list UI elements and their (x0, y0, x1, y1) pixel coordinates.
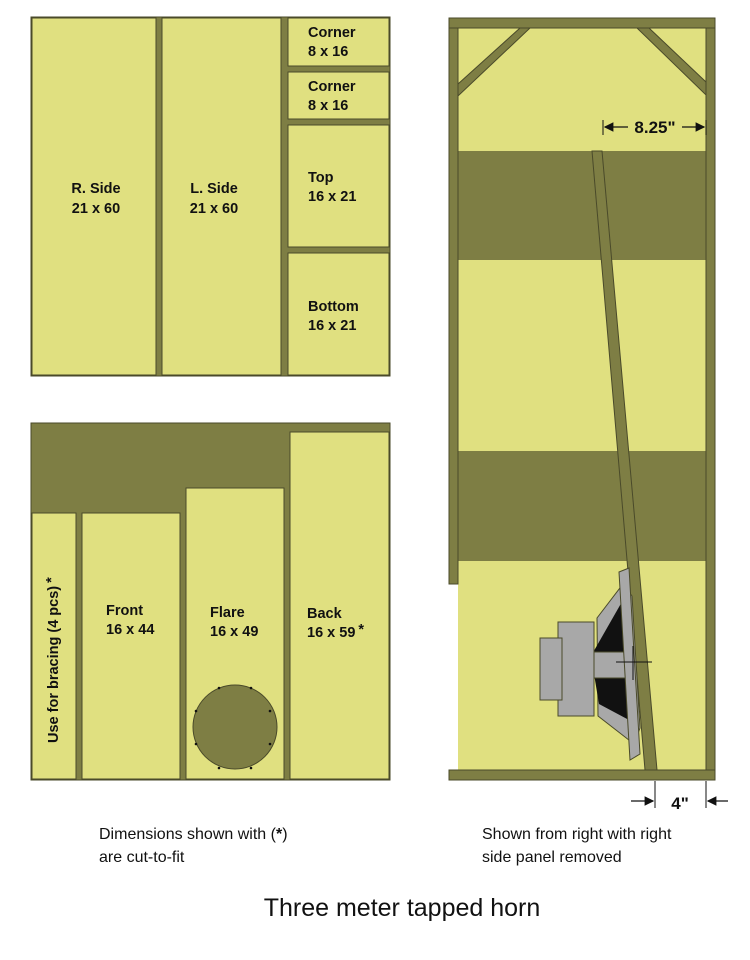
top-dims: 16 x 21 (308, 189, 357, 205)
r-side-name: R. Side (71, 181, 121, 197)
bracing-label: Use for bracing (4 pcs)* (44, 577, 62, 743)
dimension-top-label: 8.25" (634, 118, 676, 137)
r-side-dims: 21 x 60 (71, 201, 121, 217)
dimension-bottom (631, 781, 728, 813)
notes-line-2: are cut-to-fit (99, 849, 185, 866)
side-view-caption-line-1: Shown from right with right (482, 826, 672, 843)
top-panel-edge (449, 18, 715, 28)
page-title: Three meter tapped horn (263, 894, 541, 922)
corner-1-name: Corner (308, 25, 356, 41)
cut-sheet-1 (31, 17, 390, 376)
back-dims: 16 x 59 * (307, 622, 365, 641)
corner-2-dims: 8 x 16 (308, 98, 349, 114)
l-side-dims: 21 x 60 (189, 201, 239, 217)
speaker-magnet-back (540, 638, 562, 700)
bottom-name: Bottom (308, 299, 359, 315)
l-side-name: L. Side (190, 181, 238, 197)
bottom-panel-edge (449, 770, 715, 780)
side-view-caption-line-2: side panel removed (482, 849, 622, 866)
side-view (449, 18, 728, 813)
corner-2-name: Corner (308, 79, 356, 95)
horn-channel-lower (458, 451, 706, 561)
front-dims: 16 x 44 (106, 622, 155, 638)
corner-1-dims: 8 x 16 (308, 44, 349, 60)
panel-front (82, 513, 180, 779)
driver-cutout-hole (193, 685, 277, 769)
top-name: Top (308, 170, 334, 186)
front-name: Front (106, 603, 144, 619)
flare-dims: 16 x 49 (210, 624, 259, 640)
back-name: Back (307, 606, 342, 622)
panel-top (288, 125, 389, 247)
flare-name: Flare (210, 605, 245, 621)
front-baffle-edge (449, 28, 458, 584)
cut-sheet-2 (31, 423, 390, 780)
driver-cutout (193, 685, 277, 769)
speaker-magnet (558, 622, 594, 716)
notes-line-1: Dimensions shown with (*) (99, 826, 288, 843)
horn-channel-upper (458, 151, 706, 260)
back-panel-edge (706, 28, 715, 770)
bottom-dims: 16 x 21 (308, 318, 357, 334)
dimension-bottom-label: 4" (671, 794, 689, 813)
